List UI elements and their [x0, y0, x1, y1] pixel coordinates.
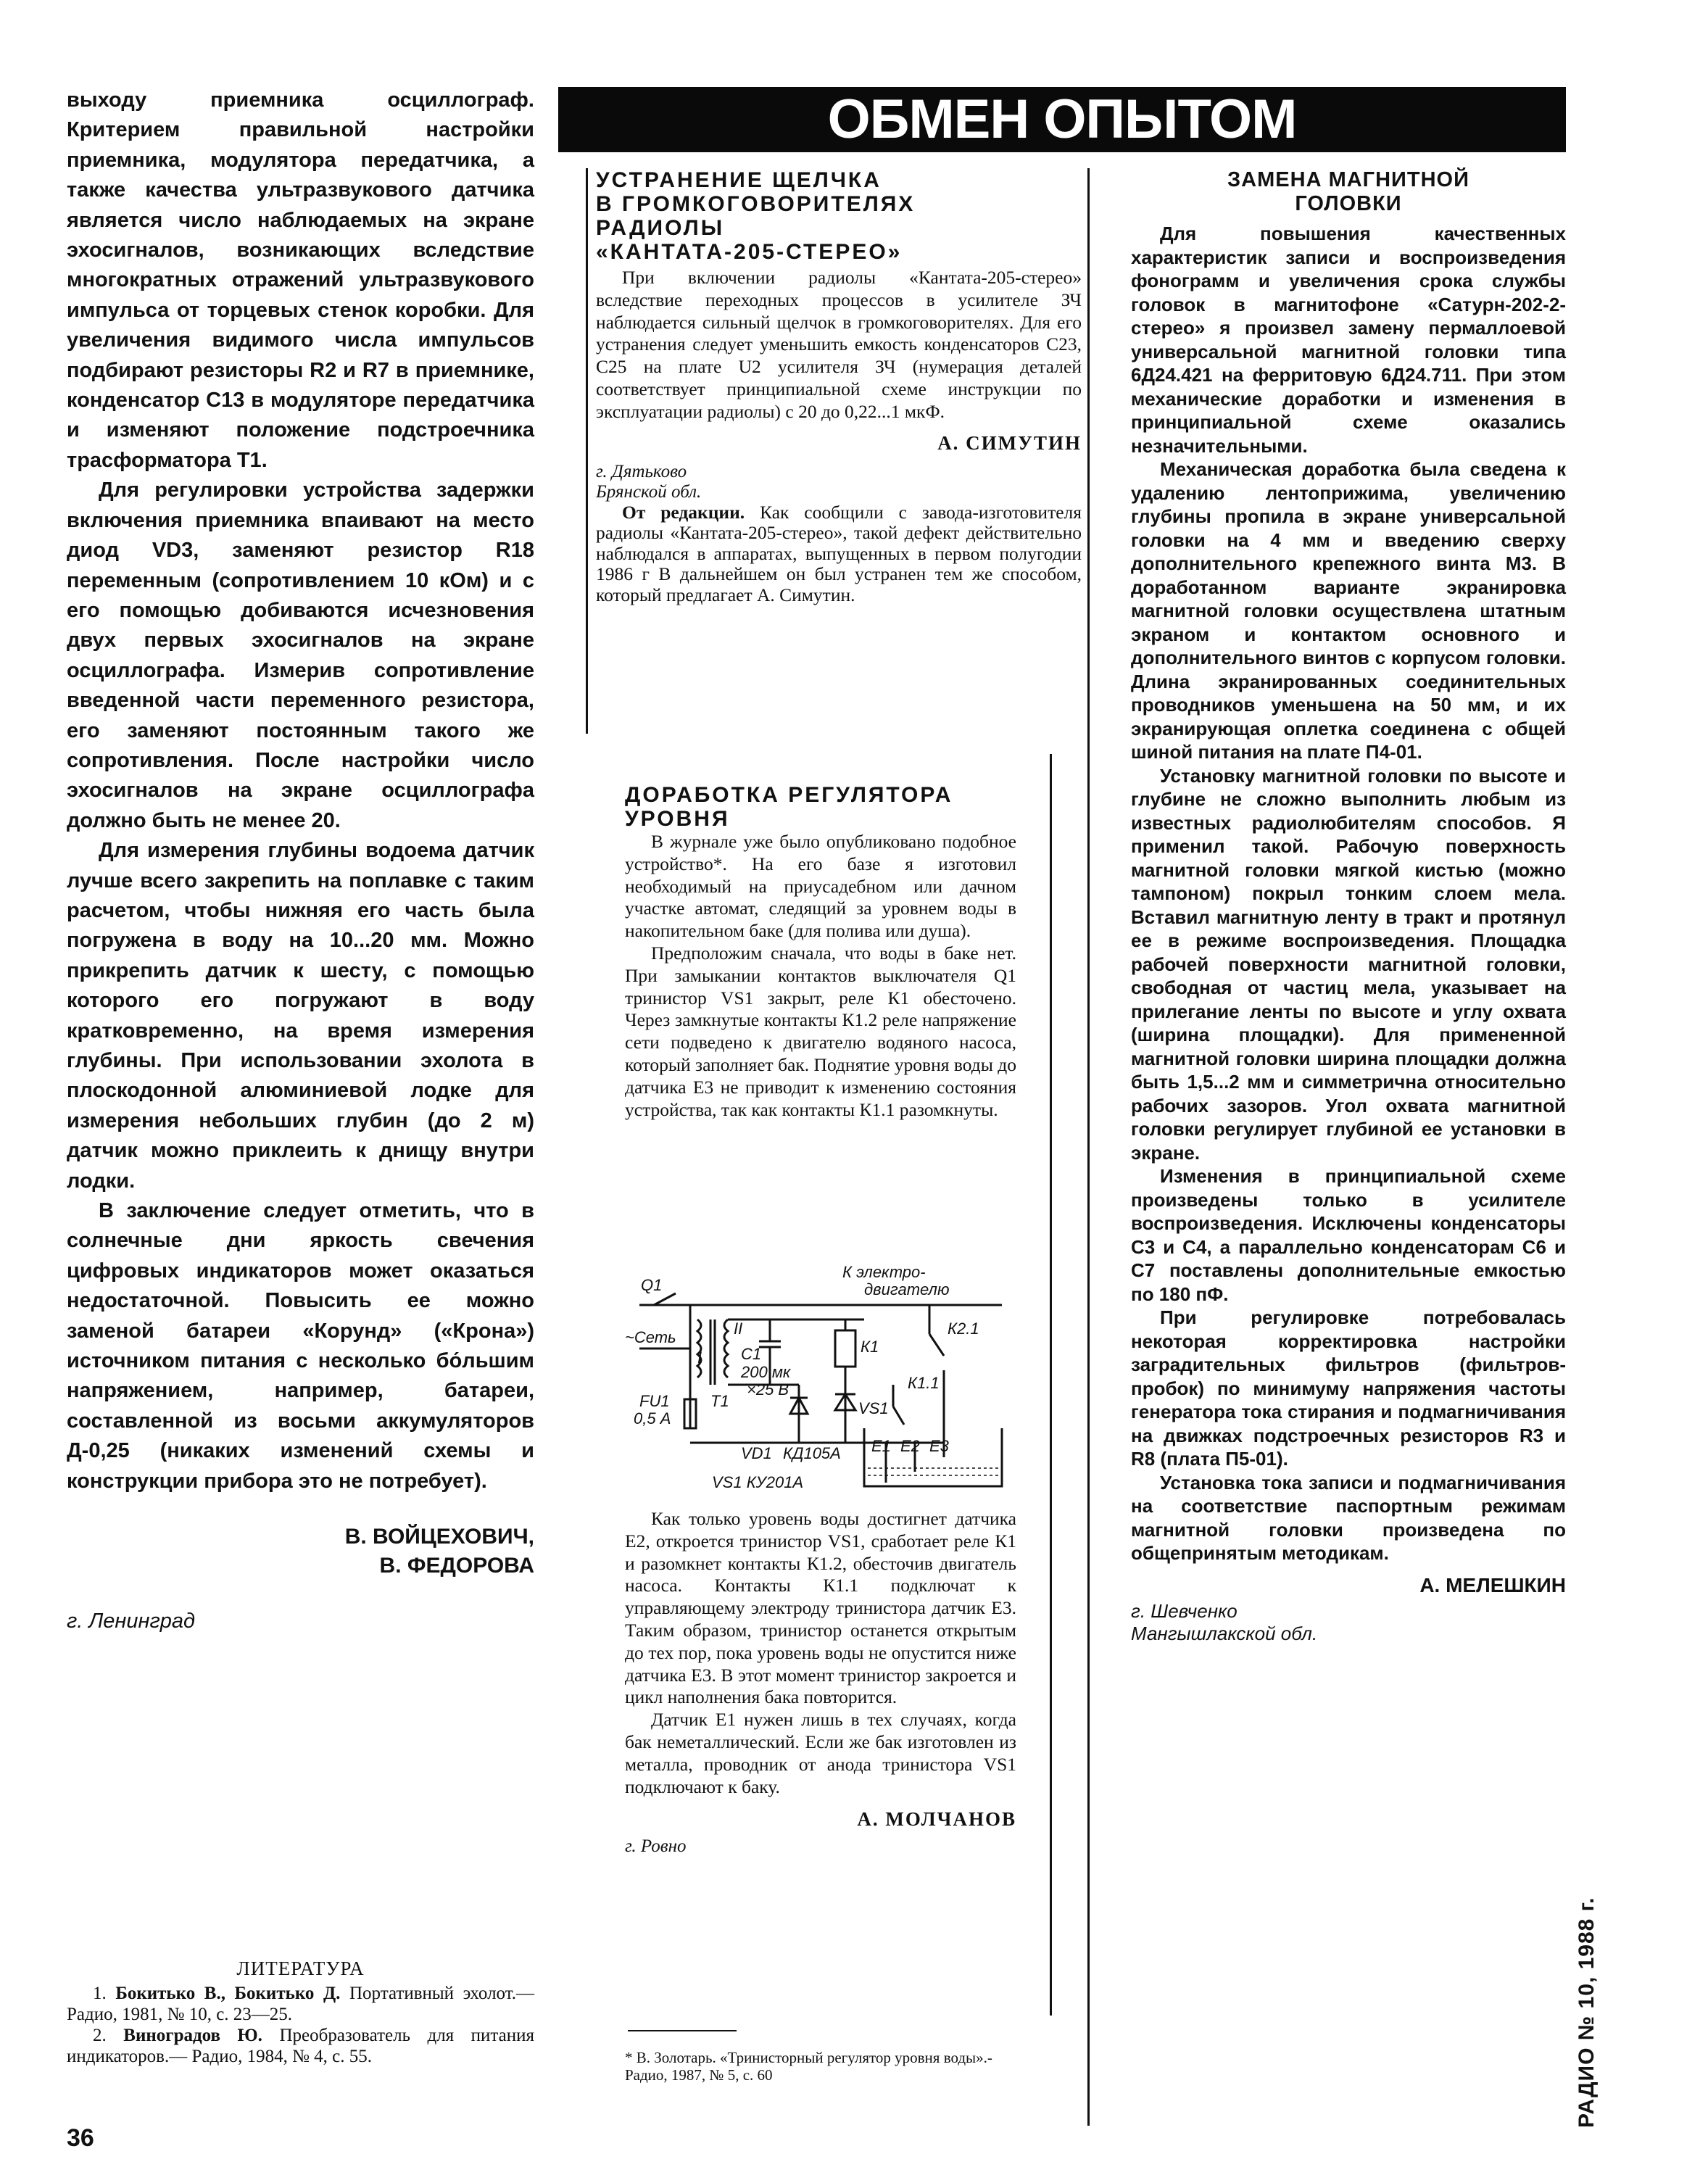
literature-list — [67, 1983, 534, 2067]
diagram-label-k21: К2.1 — [948, 1320, 979, 1338]
editor-note — [596, 502, 1082, 606]
head-paragraph-1: Для повышения качественных характеристик записи и воспроизведения фонограмм и увеличения срока службы головок в магнитофоне «Сатурн-202-2-стерео» я произвел замену пермаллоевой универсальной магнитной головки типа 6Д24.421 на ферритовую 6Д24.711. При этом механические доработки и изменения в принципиальной схеме оказались незначительными. — [1131, 223, 1566, 457]
diagram-label-e1: Е1 — [871, 1437, 891, 1455]
issue-tag: РАДИО № 10, 1988 г. — [1575, 1897, 1599, 2128]
level-paragraph-2: Предположим сначала, что воды в баке нет. При замыкании контактов выключателя Q1 тринистор VS1 закрыт, реле К1 обесточено. Через замкнутые контакты К1.2 реле напряжение сети подведено к двигателю водяного насоса, который заполняет бак. Поднятие уровня воды до датчика Е3 не приводит к изменению состояния устройства, так как контакты К1.1 разомкнуты. — [625, 942, 1016, 1120]
left-author-2: В. ФЕДОРОВА — [379, 1554, 534, 1578]
box-divider-level — [1050, 754, 1052, 2016]
click-title-2: В ГРОМКОГОВОРИТЕЛЯХ — [596, 192, 916, 216]
head-title-1: ЗАМЕНА МАГНИТНОЙ — [1227, 168, 1469, 191]
diagram-label-k11: К1.1 — [908, 1374, 940, 1392]
level-paragraph-3: Как только уровень воды достигнет датчика Е2, откроется тринистор VS1, сработает реле К1 и разомкнет контакты К1.2, обесточив двигатель насоса. Контакты К1.1 подключат к управляющему электроду тринистора датчик Е3. Таким образом, тринистор останется открытым до тех пор, пока уровень воды не опустится ниже датчика Е3. В этот момент тринистор закроется и цикл наполнения бака повторится. — [625, 1508, 1016, 1708]
diagram-label-k1: К1 — [861, 1338, 879, 1356]
diagram-label-vs1: VS1 — [858, 1399, 889, 1417]
diagram-label-fu1v: 0,5 А — [634, 1409, 671, 1428]
diagram-label-motor: К электро- — [842, 1263, 926, 1281]
click-title-3: РАДИОЛЫ — [596, 216, 725, 240]
box-divider-left — [586, 168, 588, 734]
diagram-label-fu1: FU1 — [639, 1392, 670, 1410]
left-place: г. Ленинград — [67, 1610, 196, 1633]
diagram-label-kd: КД105А — [783, 1444, 841, 1462]
editor-note-label: От редакции. — [622, 501, 745, 523]
left-author-1: В. ВОЙЦЕХОВИЧ, — [344, 1525, 534, 1549]
head-paragraph-4: Изменения в принципиальной схеме произведены только в усилителе воспроизведения. Исключены конденсаторы С3 и С4, а параллельно конденсаторам С6 и С7 поставлены дополнительные емкостью по 180 пФ. — [1131, 1165, 1566, 1305]
head-title-2: ГОЛОВКИ — [1295, 192, 1402, 215]
click-place-2: Брянской обл. — [596, 481, 702, 502]
page-number: 36 — [67, 2124, 94, 2152]
diagram-label-vs-type: VS1 КУ201А — [712, 1473, 804, 1491]
level-title-2: УРОВНЯ — [625, 807, 730, 831]
diagram-label-q1: Q1 — [641, 1276, 663, 1294]
literature-item — [67, 1983, 534, 2025]
diagram-label-motor2: двигателю — [864, 1280, 950, 1298]
literature-text: Портативный эхолот.— Радио, 1981, № 10, с. 23—25. — [67, 1984, 535, 2024]
diagram-label-c1u: ×25 В — [747, 1380, 789, 1399]
click-author: А. СИМУТИН — [937, 431, 1082, 454]
footnote: * В. Золотарь. «Тринисторный регулятор уровня воды».- Радио, 1987, № 5, с. 60 — [625, 2049, 992, 2084]
diagram-label-net: ~Сеть — [625, 1328, 676, 1346]
rubric-banner: ОБМЕН ОПЫТОМ — [558, 87, 1566, 152]
head-place-1: г. Шевченко — [1131, 1599, 1238, 1622]
level-author: А. МОЛЧАНОВ — [857, 1808, 1016, 1831]
literature-num: 1. — [93, 1984, 107, 2003]
head-author: А. МЕЛЕШКИН — [1419, 1573, 1566, 1596]
article-click — [596, 168, 1082, 605]
literature-num: 2. — [93, 2026, 107, 2045]
literature-authors: Виноградов Ю. — [123, 2026, 262, 2045]
left-column — [67, 86, 534, 1633]
head-paragraph-5: При регулировке потребовалась некоторая корректировка настройки заградительных фильтров (фильтров-пробок) по минимуму напряжения частоты генератора тока стирания и подмагничивания на движках подстроечных резисторов R3 и R8 (плата П5-01). — [1131, 1306, 1566, 1470]
left-paragraph-2: Для регулировки устройства задержки включения приемника впаивают на место диод VD3, заменяют резистор R18 переменным (сопротивлением 10 кОм) и с его помощью добиваются исчезновения двух первых эхосигналов на экране осциллографа. Измерив сопротивление введенной части переменного резистора, его заменяют постоянным такого же сопротивления. После настройки число эхосигналов на экране осциллографа должно быть не менее 20. — [67, 478, 534, 832]
footnote-rule — [628, 2030, 737, 2031]
diagram-label-e3: Е3 — [929, 1437, 949, 1455]
left-paragraph-3: Для измерения глубины водоема датчик лучше всего закрепить на поплавке с таким расчетом, чтобы нижняя его часть была погружена в воду на 10...20 мм. Можно прикрепить датчик к шесту, с помощью которого его погружают в воду кратковременно, на время измерения глубины. При использовании эхолота в плоскодонной алюминиевой лодке для измерения небольших глубин (до 2 м) датчик можно приклеить к днищу внутри лодки. — [67, 839, 534, 1193]
level-title-1: ДОРАБОТКА РЕГУЛЯТОРА — [625, 783, 953, 807]
level-paragraph-4: Датчик Е1 нужен лишь в тех случаях, когда бак неметаллический. Если же бак изготовлен из металла, проводник от анода тринистора VS1 подключают к баку. — [625, 1709, 1016, 1797]
editor-note-text: Как сообщили с завода-изготовителя радиолы «Кантата-205-стерео», такой дефект действительно наблюдался в аппаратах, выпущенных в первом полугодии 1986 г В дальнейшем он был устранен тем же способом, который предлагает А. Симутин. — [596, 501, 1082, 605]
diagram-label-c1: С1 — [741, 1345, 762, 1363]
head-paragraph-2: Механическая доработка была сведена к удалению лентоприжима, увеличению глубины пропила в экране универсальной головки на 4 мм и введению сверху дополнительного крепежного винта М3. В доработанном варианте экранировка магнитной головки осуществлена штатным экраном и контактом основного и дополнительного винтов с корпусом головки. Длина экранированных соединительных проводников уменьшена на 50 мм, и их экранирующая оплетка соединена с общей шиной питания на плате П4-01. — [1131, 458, 1566, 763]
article-level-continued — [625, 1508, 1016, 1857]
diagram-label-vd1: VD1 — [741, 1444, 772, 1462]
diagram-label-w2: II — [734, 1320, 743, 1338]
literature-heading: ЛИТЕРАТУРА — [236, 1958, 365, 1979]
head-paragraph-3: Установку магнитной головки по высоте и глубине не сложно выполнить любым из известных радиолюбителям способов. Я применил такой. Рабочую поверхность магнитной головки мягкой кистью (можно тампоном) покрыл тонким слоем мела. Вставил магнитную ленту в тракт и протянул ее в режиме воспроизведения. Площадка рабочей поверхности магнитной головки, свободная от частиц мела, указывает на прилегание ленты по высоте и углу охвата (ширина площадки). Для примененной магнитной головки ширина площадки должна быть 1,5...2 мм и симметрична относительно рабочих зазоров. Угол охвата магнитной головки регулирует глубиной ее установки в экране. — [1131, 764, 1566, 1164]
level-paragraph-1: В журнале уже было опубликовано подобное устройство*. На его базе я изготовил необходимый на приусадебном или дачном участке автомат, следящий за уровнем воды в накопительном баке (для полива или душа). — [625, 831, 1016, 942]
click-title-4: «КАНТАТА-205-СТЕРЕО» — [596, 240, 903, 264]
literature-text: Преобразователь для питания индикаторов.— Радио, 1984, № 4, с. 55. — [67, 2026, 535, 2066]
diagram-label-c1v: 200 мк — [741, 1363, 791, 1381]
literature-item — [67, 2025, 534, 2067]
article-head — [1131, 168, 1566, 1645]
diagram-label-t1: Т1 — [710, 1392, 729, 1410]
click-title-1: УСТРАНЕНИЕ ЩЕЛЧКА — [596, 168, 882, 192]
article-level — [625, 783, 1016, 1121]
head-place-2: Мангышлакской обл. — [1131, 1622, 1318, 1644]
diagram-label-w1: I — [697, 1348, 702, 1367]
column-divider — [1087, 168, 1090, 2126]
head-paragraph-6: Установка тока записи и подмагничивания на соответствие паспортным режимам магнитной головки произведена по общепринятым методикам. — [1131, 1471, 1566, 1564]
level-place: г. Ровно — [625, 1836, 687, 1857]
click-body: При включении радиолы «Кантата-205-стерео» вследствие переходных процессов в усилителе ЗЧ наблюдается сильный щелчок в громкоговорителях. Для его устранения следует уменьшить емкость конденсаторов С23, С25 на плате U2 усилителя ЗЧ (нумерация деталей соответствует принципиальной схеме инструкции по эксплуатации радиолы) с 20 до 0,22...1 мкФ. — [596, 267, 1082, 422]
left-paragraph-1: выходу приемника осциллограф. Критерием правильной настройки приемника, модулятора передатчика, а также качества ультразвукового датчика является число наблюдаемых на экране эхосигналов, возникающих вследствие многократных отражений ультразвукового импульса от торцевых стенок коробки. Для увеличения видимого числа импульсов подбирают резисторы R2 и R7 в приемнике, конденсатор С13 в модуляторе передатчика и изменяют положение подстроечника трасформатора Т1. — [67, 88, 534, 472]
left-paragraph-4: В заключение следует отметить, что в солнечные дни яркость свечения цифровых индикаторов может оказаться недостаточной. Повысить ее можно заменой батареи «Корунд» («Крона») источником питания с несколько бо́льшим напряжением, например, батареи, составленной из восьми аккумуляторов Д-0,25 (никаких изменений схемы и конструкции прибора это не потребует). — [67, 1199, 534, 1493]
click-place-1: г. Дятьково — [596, 461, 687, 481]
literature-authors: Бокитько В., Бокитько Д. — [115, 1984, 341, 2003]
diagram-label-e2: Е2 — [900, 1437, 920, 1455]
circuit-diagram — [625, 1262, 1016, 1494]
